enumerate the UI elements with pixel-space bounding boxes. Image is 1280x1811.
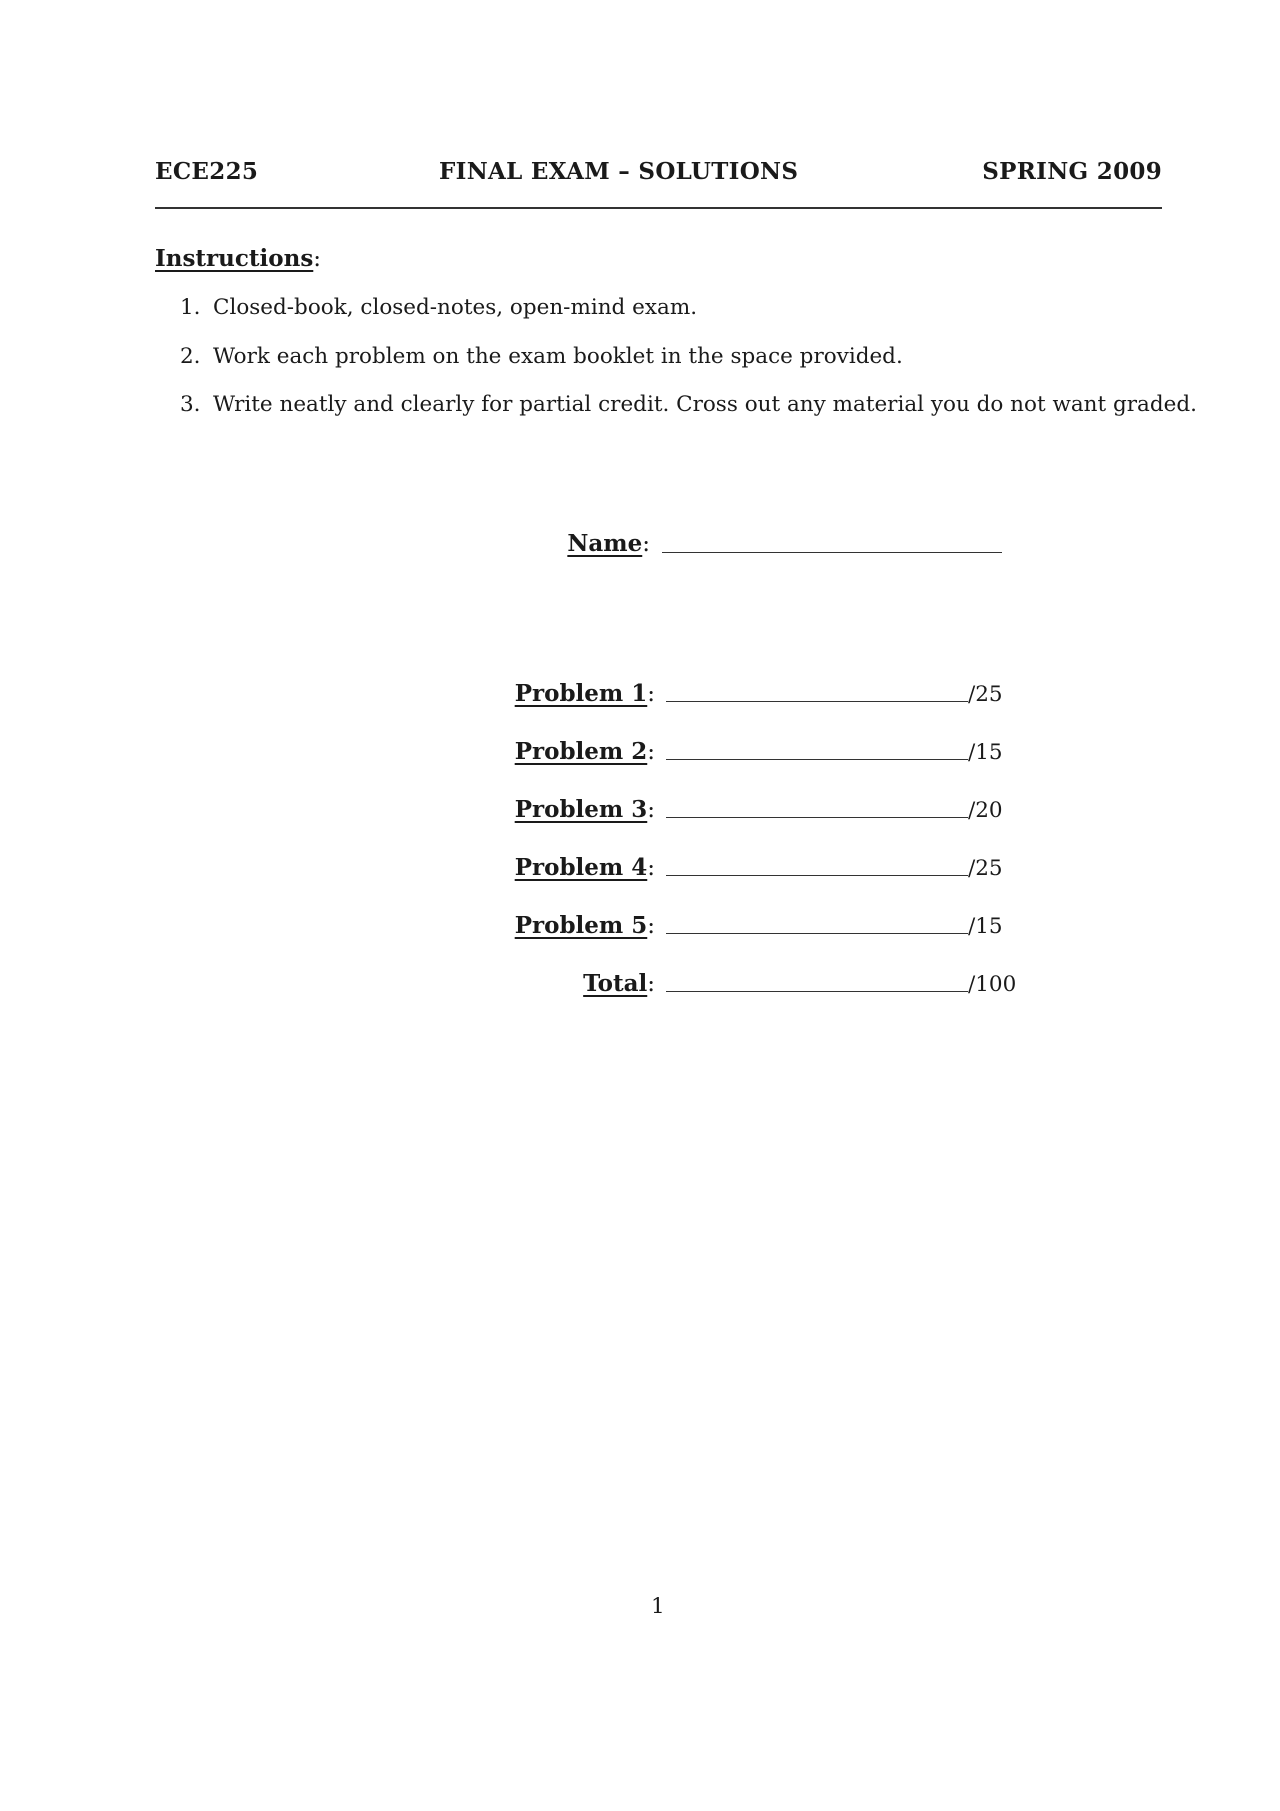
- header-divider: [155, 207, 1162, 209]
- score-blank-line[interactable]: [666, 991, 968, 992]
- score-max: /15: [968, 740, 1003, 765]
- score-label-colon: :: [647, 797, 655, 823]
- score-row-problem-5: [450, 912, 655, 942]
- score-blank-line[interactable]: [666, 817, 968, 818]
- exam-title: FINAL EXAM – SOLUTIONS: [439, 158, 799, 185]
- score-label-colon: :: [647, 913, 655, 939]
- score-label: [515, 680, 655, 707]
- score-label: [515, 738, 655, 765]
- score-label: [583, 970, 655, 997]
- score-label-text: Total: [583, 970, 648, 997]
- score-row-problem-2: [450, 738, 655, 768]
- score-label-colon: :: [647, 681, 655, 707]
- score-blank-line[interactable]: [666, 875, 968, 876]
- score-blank-line[interactable]: [666, 933, 968, 934]
- score-label-colon: :: [647, 971, 655, 997]
- score-label: [515, 854, 655, 881]
- instructions-list: [180, 295, 1197, 441]
- score-label-colon: :: [647, 739, 655, 765]
- score-label-text: Problem 4: [514, 854, 648, 881]
- score-max: /20: [968, 798, 1003, 823]
- score-row-problem-1: [450, 680, 655, 710]
- score-row-problem-4: [450, 854, 655, 884]
- instruction-item: [180, 344, 1197, 393]
- score-label-text: Problem 5: [514, 912, 648, 939]
- score-label-colon: :: [647, 855, 655, 881]
- instruction-number: 1.: [180, 295, 201, 320]
- instruction-item: [180, 392, 1197, 441]
- instruction-item: [180, 295, 1197, 344]
- course-code: ECE225: [155, 158, 259, 185]
- score-max: /100: [968, 972, 1017, 997]
- name-label-colon: :: [642, 531, 650, 557]
- instructions-heading-colon: :: [313, 246, 322, 272]
- instruction-text: Work each problem on the exam booklet in the space provided.: [213, 343, 903, 369]
- score-max: /15: [968, 914, 1003, 939]
- instruction-number: 3.: [180, 392, 201, 417]
- score-label-text: Problem 2: [514, 738, 648, 765]
- exam-term: SPRING 2009: [982, 158, 1162, 185]
- name-label-text: Name: [567, 530, 643, 557]
- instruction-text: Closed-book, closed-notes, open-mind exam.: [213, 295, 698, 320]
- score-max: /25: [968, 682, 1003, 707]
- score-label-text: Problem 1: [514, 680, 648, 707]
- score-label: [515, 796, 655, 823]
- score-blank-line[interactable]: [666, 701, 968, 702]
- score-label-text: Problem 3: [514, 796, 648, 823]
- instruction-number: 2.: [180, 343, 201, 369]
- score-label: [515, 912, 655, 939]
- name-label: [567, 530, 650, 557]
- score-row-total: [450, 970, 655, 1000]
- name-field-row: [500, 530, 650, 560]
- instructions-heading: [155, 245, 321, 272]
- score-blank-line[interactable]: [666, 759, 968, 760]
- name-blank-line[interactable]: [662, 552, 1002, 553]
- instructions-heading-text: Instructions: [155, 245, 314, 272]
- page-header: [155, 158, 1162, 188]
- score-max: /25: [968, 856, 1003, 881]
- instruction-text: Write neatly and clearly for partial credit. Cross out any material you do not want graded.: [213, 392, 1197, 417]
- score-row-problem-3: [450, 796, 655, 826]
- page-number: 1: [651, 1594, 665, 1619]
